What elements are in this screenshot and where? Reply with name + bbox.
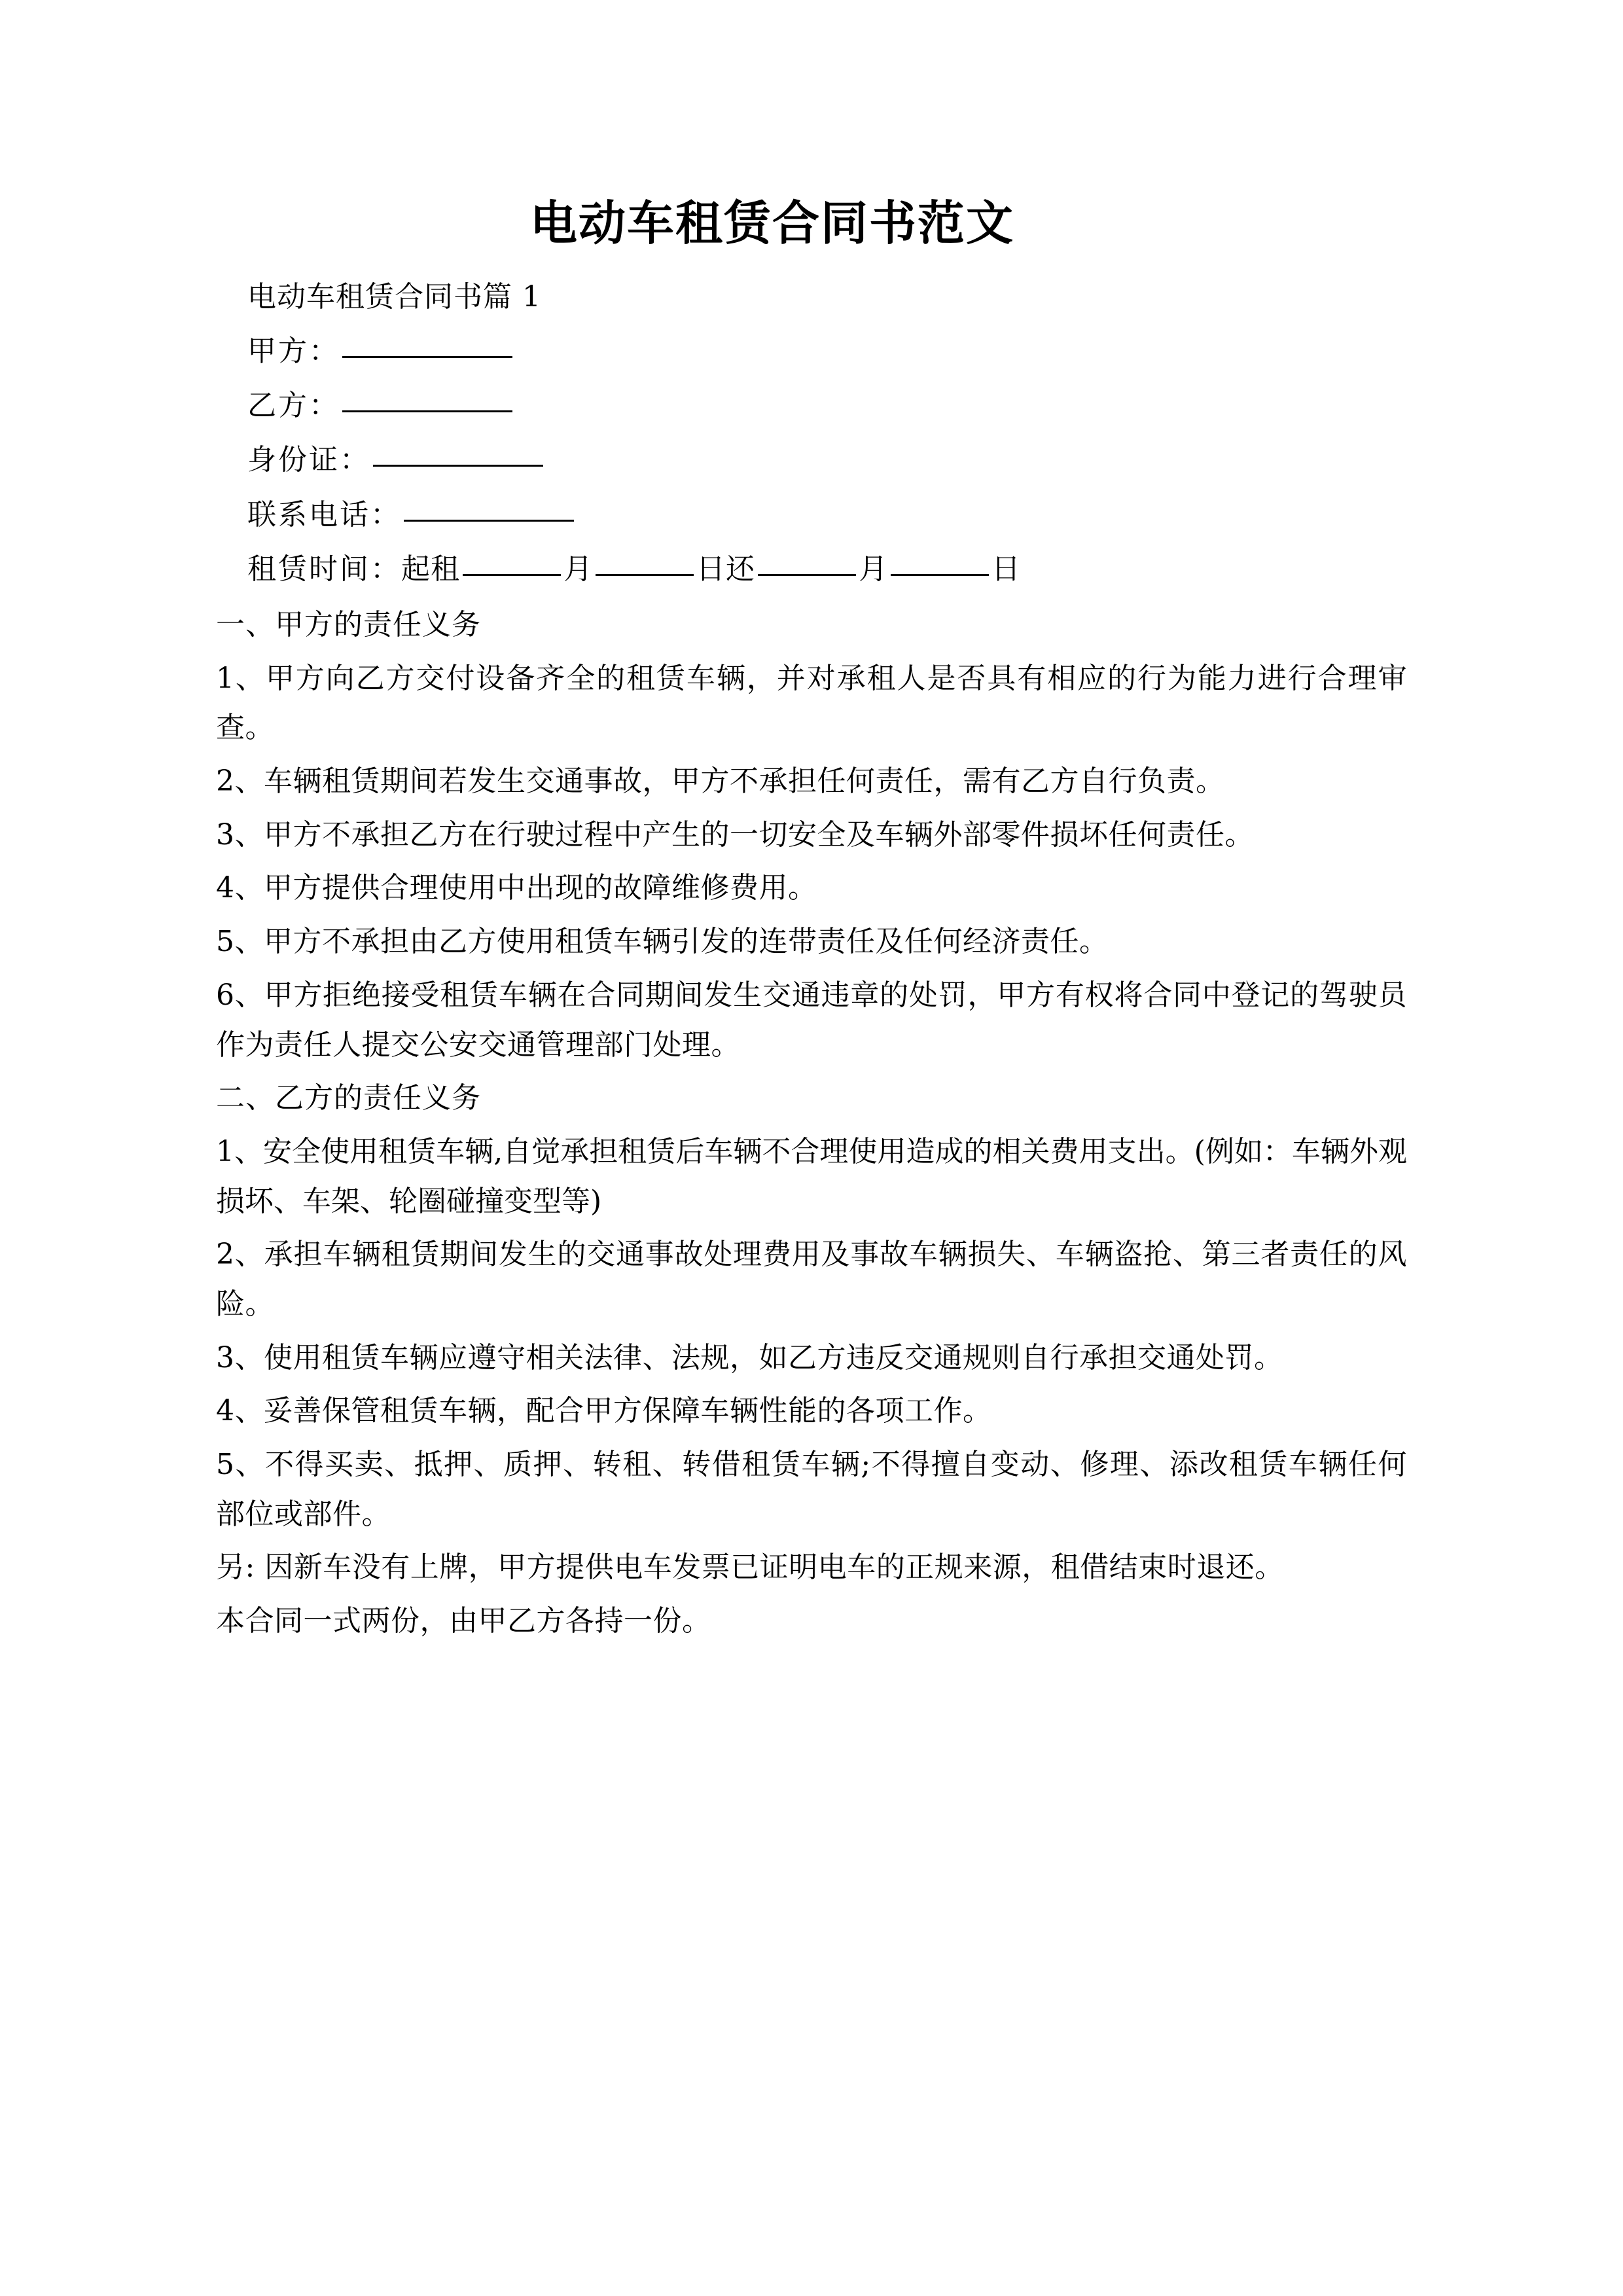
field-blank-start-day[interactable]	[596, 574, 694, 576]
field-label-id-card: 身份证：	[247, 443, 370, 477]
field-blank-party-b[interactable]	[342, 410, 512, 412]
clause-1-3: 3、甲方不承担乙方在行驶过程中产生的一切安全及车辆外部零件损坏任何责任。	[216, 817, 1254, 852]
clause-2-5: 5、不得买卖、抵押、质押、转租、转借租赁车辆;不得擅自变动、修理、添改租赁车辆任何部位或部件。	[216, 1447, 1407, 1531]
section-heading-2: 二、乙方的责任义务	[216, 1081, 481, 1115]
clause-1-1: 1、甲方向乙方交付设备齐全的租赁车辆，并对承租人是否具有相应的行为能力进行合理审查。	[216, 661, 1407, 745]
field-row-party-b	[247, 382, 1407, 429]
section-party-b-duties	[216, 1073, 1407, 1539]
field-row-party-a	[247, 328, 1407, 374]
rental-month-2: 月	[859, 552, 888, 586]
clause-2-1: 1、安全使用租赁车辆,自觉承担租赁后车辆不合理使用造成的相关费用支出。(例如：车辆外观损坏、车架、轮圈碰撞变型等)	[216, 1134, 1407, 1218]
field-blank-phone[interactable]	[404, 520, 574, 522]
field-blank-start-month[interactable]	[463, 574, 561, 576]
clause-1-2: 2、车辆租赁期间若发生交通事故，甲方不承担任何责任，需有乙方自行负责。	[216, 764, 1225, 798]
field-blank-id-card[interactable]	[373, 465, 543, 467]
closing-note-extra: 另: 因新车没有上牌，甲方提供电车发票已证明电车的正规来源，租借结束时退还。	[216, 1551, 1284, 1585]
field-label-party-a: 甲方：	[247, 334, 340, 368]
closing-notes	[216, 1543, 1407, 1645]
rental-day-1: 日	[696, 552, 726, 586]
field-blank-return-day[interactable]	[891, 574, 989, 576]
field-label-phone: 联系电话：	[247, 497, 401, 531]
contract-party-fields	[216, 328, 1407, 592]
field-blank-party-a[interactable]	[342, 356, 512, 358]
rental-month-1: 月	[563, 552, 593, 586]
clause-2-2: 2、承担车辆租赁期间发生的交通事故处理费用及事故车辆损失、车辆盗抢、第三者责任的风险。	[216, 1238, 1407, 1321]
closing-note-copies: 本合同一式两份，由甲乙方各持一份。	[216, 1604, 711, 1638]
field-label-party-b: 乙方：	[247, 389, 340, 423]
clause-1-5: 5、甲方不承担由乙方使用租赁车辆引发的连带责任及任何经济责任。	[216, 925, 1109, 959]
section-party-a-duties	[216, 600, 1407, 1069]
rental-return-label: 还	[726, 552, 755, 586]
rental-start-label: 起租	[401, 552, 460, 586]
clause-1-6: 6、甲方拒绝接受租赁车辆在合同期间发生交通违章的处罚，甲方有权将合同中登记的驾驶员作为责任人提交公安交通管理部门处理。	[216, 978, 1407, 1062]
field-label-rental-time: 租赁时间：	[247, 552, 401, 586]
clause-2-4: 4、妥善保管租赁车辆，配合甲方保障车辆性能的各项工作。	[216, 1394, 992, 1428]
field-row-rental-time	[247, 546, 1407, 592]
field-blank-return-month[interactable]	[758, 574, 856, 576]
section-heading-1: 一、甲方的责任义务	[216, 608, 481, 642]
document-subtitle: 电动车租赁合同书篇 1	[247, 279, 541, 314]
clause-1-4: 4、甲方提供合理使用中出现的故障维修费用。	[216, 871, 817, 905]
field-row-id-card	[247, 437, 1407, 483]
page-title: 电动车租赁合同书范文	[529, 195, 1014, 251]
rental-day-2: 日	[991, 552, 1021, 586]
field-row-phone	[247, 492, 1407, 538]
clause-2-3: 3、使用租赁车辆应遵守相关法律、法规，如乙方违反交通规则自行承担交通处罚。	[216, 1340, 1283, 1374]
